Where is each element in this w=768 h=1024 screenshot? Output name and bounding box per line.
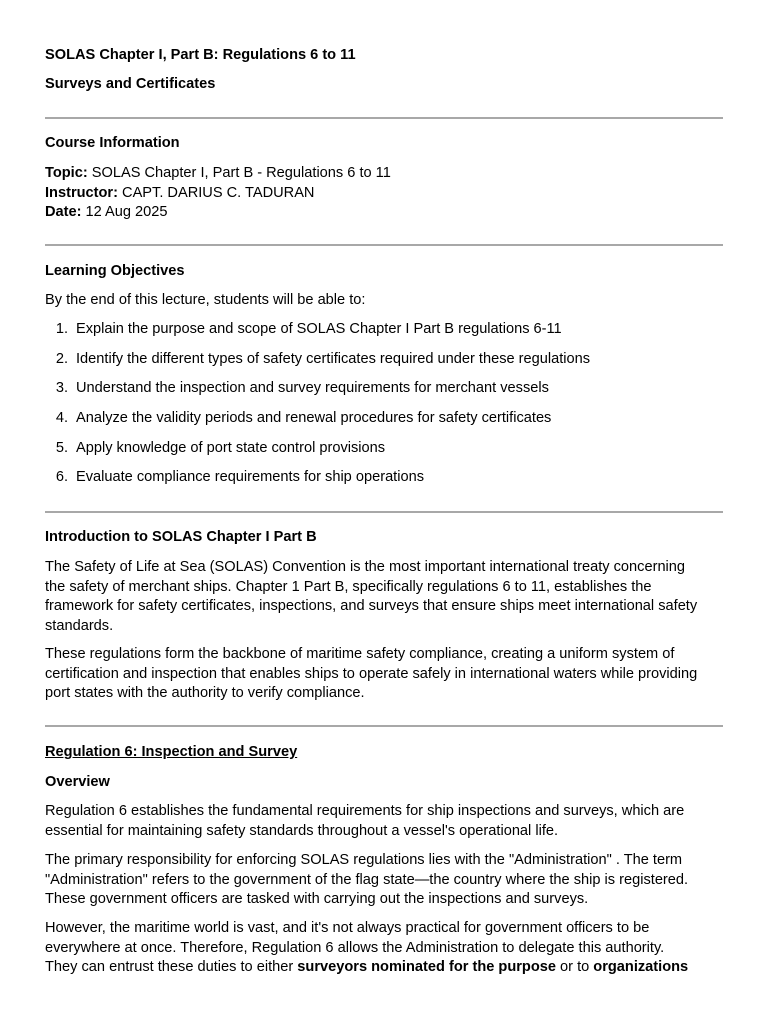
- instructor-value: CAPT. DARIUS C. TADURAN: [117, 184, 315, 201]
- list-text: Understand the inspection and survey requirements for merchant vessels: [76, 380, 549, 397]
- list-number: 5.: [55, 439, 68, 456]
- course-info-block: [45, 164, 725, 223]
- text-line: The primary responsibility for enforcing SOLAS regulations lies with the "Administration" . The term: [45, 852, 683, 868]
- list-item: [23, 409, 703, 439]
- list-text: Apply knowledge of port state control provisions: [76, 439, 386, 456]
- topic-value: SOLAS Chapter I, Part B - Regulations 6 to 11: [87, 165, 391, 181]
- date-line: [45, 203, 725, 223]
- date-value: 12 Aug 2025: [81, 204, 168, 220]
- list-number: 1.: [55, 321, 68, 337]
- divider: [45, 511, 723, 513]
- text-line: essential for maintaining safety standards throughout a vessel's operational life.: [45, 822, 559, 839]
- text-run: They can entrust these duties to either: [45, 959, 298, 975]
- list-text: Analyze the validity periods and renewal procedures for safety certificates: [76, 410, 552, 427]
- text-line: [45, 958, 725, 978]
- list-item: [23, 439, 703, 469]
- regulation-6-paragraph-1: [45, 802, 725, 841]
- text-line: the safety of merchant ships. Chapter 1 Part B, specifically regulations 6 to 11, establishes the: [45, 578, 652, 595]
- overview-subheading: Overview: [45, 774, 110, 790]
- regulation-6-heading: Regulation 6: Inspection and Survey: [45, 744, 298, 760]
- list-text: Identify the different types of safety certificates required under these regulations: [76, 350, 591, 367]
- text-line: "Administration" refers to the government of the flag state—the country where the ship is registered.: [45, 871, 689, 888]
- list-item: [23, 350, 703, 380]
- objectives-intro: By the end of this lecture, students will be able to:: [45, 292, 366, 308]
- text-line: These regulations form the backbone of maritime safety compliance, creating a uniform system of: [45, 646, 675, 662]
- list-number: 4.: [55, 410, 68, 427]
- text-line: standards.: [45, 617, 114, 634]
- document-subtitle: Surveys and Certificates: [45, 76, 216, 92]
- course-info-heading: Course Information: [45, 135, 180, 151]
- objectives-list-wrap: [23, 320, 703, 498]
- list-text: Evaluate compliance requirements for ship operations: [76, 469, 425, 486]
- list-item: [23, 468, 703, 498]
- instructor-line: [45, 184, 725, 204]
- objectives-heading: Learning Objectives: [45, 263, 185, 279]
- list-number: 6.: [55, 469, 68, 486]
- regulation-6-paragraph-3: [45, 919, 725, 978]
- date-label: Date:: [45, 204, 82, 220]
- topic-line: [45, 164, 725, 184]
- document-title: SOLAS Chapter I, Part B: Regulations 6 to 11: [45, 47, 356, 63]
- text-line: framework for safety certificates, inspections, and surveys that ensure ships meet international safety: [45, 598, 698, 614]
- text-line: These government officers are tasked with carrying out the inspections and surveys.: [45, 891, 589, 907]
- list-number: 2.: [55, 350, 68, 367]
- text-line: everywhere at once. Therefore, Regulation 6 allows the Administration to delegate this authority.: [45, 939, 665, 956]
- instructor-label: Instructor:: [45, 184, 118, 201]
- list-text: Explain the purpose and scope of SOLAS Chapter I Part B regulations 6-11: [76, 321, 562, 337]
- text-line: The Safety of Life at Sea (SOLAS) Convention is the most important international treaty concerning: [45, 559, 686, 575]
- list-item: [23, 379, 703, 409]
- text-line: certification and inspection that enables ships to operate safely in international waters while providing: [45, 665, 698, 682]
- text-line: port states with the authority to verify compliance.: [45, 685, 365, 701]
- list-number: 3.: [55, 380, 68, 397]
- text-run: or to: [555, 959, 594, 975]
- regulation-6-paragraph-2: [45, 851, 725, 910]
- topic-label: Topic:: [45, 165, 88, 181]
- introduction-heading: Introduction to SOLAS Chapter I Part B: [45, 529, 317, 545]
- objectives-list: [23, 320, 703, 498]
- text-line: Regulation 6 establishes the fundamental requirements for ship inspections and surveys, which are: [45, 803, 685, 819]
- emphasis-text: surveyors nominated for the purpose: [297, 959, 556, 975]
- introduction-paragraph-2: [45, 645, 725, 704]
- divider: [45, 117, 723, 119]
- emphasis-text: organizations: [593, 959, 689, 975]
- divider: [45, 725, 723, 727]
- introduction-paragraph-1: [45, 558, 725, 636]
- text-line: However, the maritime world is vast, and it's not always practical for government officers to be: [45, 920, 650, 936]
- list-item: [23, 320, 703, 350]
- divider: [45, 244, 723, 246]
